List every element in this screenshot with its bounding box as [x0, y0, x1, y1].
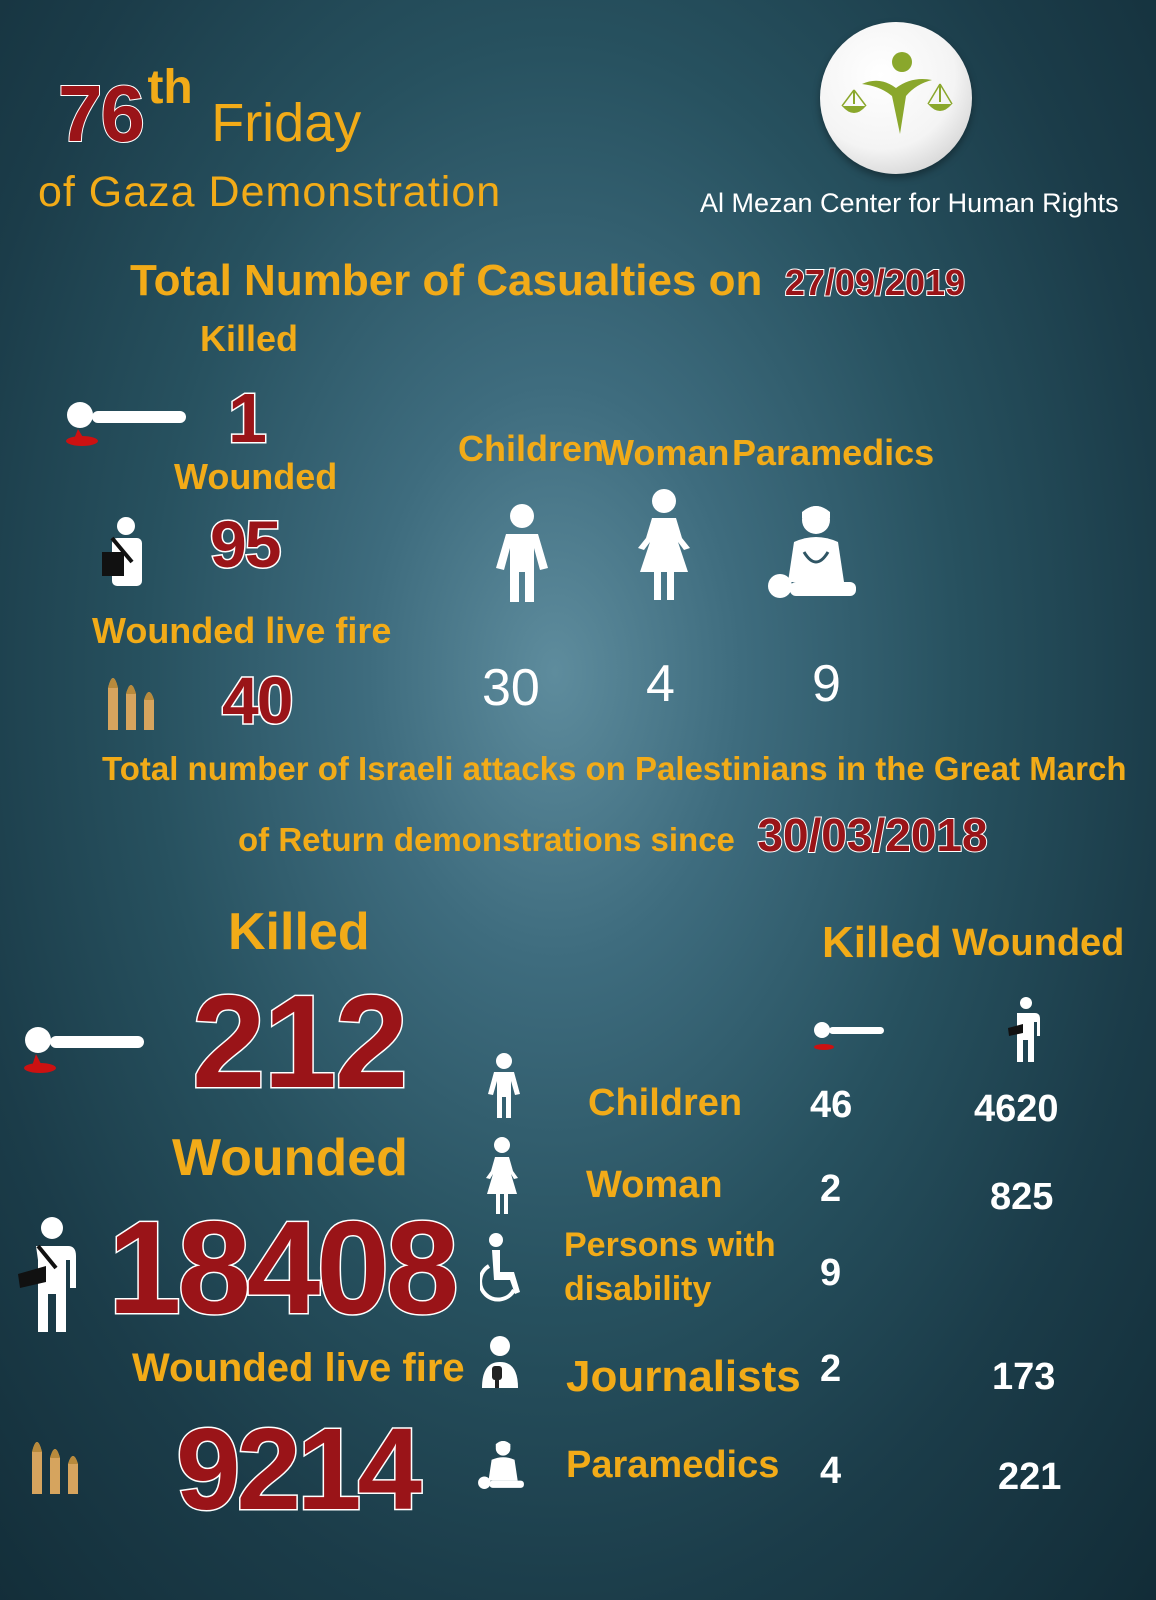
scales-of-justice-icon — [820, 22, 972, 174]
row-children-label: Children — [588, 1082, 743, 1124]
row-journalists-label: Journalists — [566, 1352, 801, 1401]
row-children-wounded: 4620 — [974, 1088, 1059, 1130]
killed-person-icon — [18, 1020, 148, 1080]
today-killed-value: 1 — [228, 379, 265, 457]
today-live-fire-value: 40 — [222, 663, 292, 737]
row-disability-label-line2: disability — [564, 1270, 712, 1308]
edition-suffix: th — [147, 61, 193, 114]
row-disability-killed: 9 — [820, 1252, 842, 1294]
journalist-icon — [478, 1334, 522, 1390]
total-heading-line2-text: of Return demonstrations since — [238, 821, 735, 858]
today-group-paramedics-value: 9 — [812, 655, 841, 713]
row-woman-wounded: 825 — [990, 1176, 1054, 1218]
today-group-children-value: 30 — [482, 659, 540, 717]
org-name: Al Mezan Center for Human Rights — [700, 188, 1119, 218]
edition-title — [58, 61, 362, 160]
total-wounded-value: 18408 — [108, 1194, 456, 1341]
total-killed-label: Killed — [228, 903, 370, 961]
table-col-wounded: Wounded — [952, 922, 1125, 964]
wounded-person-icon — [16, 1216, 80, 1334]
today-wounded-label: Wounded — [174, 456, 338, 497]
total-heading-line1: Total number of Israeli attacks on Palestinians in the Great March — [102, 750, 1127, 787]
row-journalists-killed: 2 — [820, 1348, 842, 1390]
paramedic-icon — [476, 1438, 526, 1492]
edition-number: 76 — [58, 69, 143, 158]
table-col-killed: Killed — [822, 918, 942, 967]
today-group-woman-value: 4 — [646, 655, 675, 713]
org-logo — [820, 22, 972, 174]
total-killed-value: 212 — [192, 968, 407, 1115]
row-children-killed: 46 — [810, 1084, 853, 1126]
wounded-person-icon — [1006, 996, 1042, 1064]
today-live-fire-label: Wounded live fire — [92, 610, 392, 651]
total-heading-line2 — [238, 808, 988, 862]
total-wounded-label: Wounded — [172, 1129, 408, 1187]
bullets-icon — [104, 664, 160, 734]
killed-person-icon — [60, 395, 190, 455]
today-group-children-label: Children — [458, 428, 605, 469]
row-woman-label: Woman — [586, 1164, 723, 1206]
today-heading — [130, 256, 965, 306]
row-paramedics-wounded: 221 — [998, 1456, 1062, 1498]
total-since-date: 30/03/2018 — [757, 809, 988, 861]
wounded-person-icon — [98, 516, 154, 588]
today-heading-text: Total Number of Casualties on — [130, 256, 763, 305]
today-killed-label: Killed — [200, 318, 299, 359]
edition-friday: Friday — [211, 93, 362, 153]
woman-icon — [484, 1136, 520, 1216]
paramedic-icon — [764, 502, 860, 602]
row-woman-killed: 2 — [820, 1168, 842, 1210]
total-live-fire-label: Wounded live fire — [132, 1346, 465, 1390]
row-journalists-wounded: 173 — [992, 1356, 1056, 1398]
today-wounded-value: 95 — [210, 507, 280, 581]
row-disability-label-line1: Persons with — [564, 1226, 776, 1264]
today-date: 27/09/2019 — [784, 262, 966, 303]
woman-icon — [634, 488, 694, 604]
child-icon — [492, 502, 552, 606]
wheelchair-icon — [480, 1232, 526, 1306]
total-live-fire-value: 9214 — [176, 1404, 419, 1534]
today-group-woman-label: Woman — [600, 432, 730, 473]
row-paramedics-label: Paramedics — [566, 1444, 780, 1486]
today-group-paramedics-label: Paramedics — [732, 432, 935, 473]
bullets-icon — [28, 1428, 84, 1498]
child-icon — [486, 1052, 522, 1120]
edition-subtitle: of Gaza Demonstration — [38, 168, 502, 216]
killed-person-icon — [810, 1018, 886, 1054]
row-paramedics-killed: 4 — [820, 1450, 842, 1492]
